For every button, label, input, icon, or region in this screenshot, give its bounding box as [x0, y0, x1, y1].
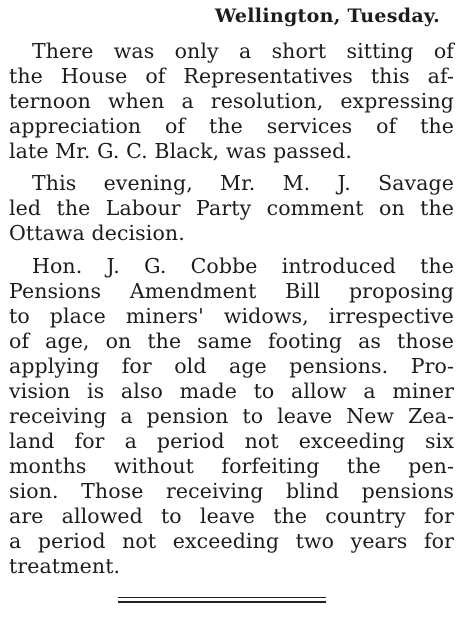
paragraph-3-line-9: months without forfeiting the pen-	[9, 454, 454, 478]
paragraph-3-line-7: receiving a pension to leave New Zea-	[9, 404, 454, 428]
paragraph-1-line-1: There was only a short sitting of	[32, 39, 454, 63]
paragraph-3-line-10: sion. Those receiving blind pensions	[9, 479, 454, 503]
paragraph-1-line-4: appreciation of the services of the	[9, 114, 454, 138]
paragraph-3-line-6: vision is also made to allow a miner	[9, 379, 454, 403]
paragraph-3-line-11: are allowed to leave the country for	[9, 504, 454, 528]
closing-rule-top	[118, 597, 326, 598]
dateline: Wellington, Tuesday.	[214, 5, 440, 27]
paragraph-3-line-5: applying for old age pensions. Pro-	[9, 354, 454, 378]
paragraph-3-line-4: of age, on the same footing as those	[9, 329, 454, 353]
paragraph-3-line-1: Hon. J. G. Cobbe introduced the	[32, 254, 454, 278]
paragraph-2-line-2: led the Labour Party comment on the	[9, 196, 454, 220]
paragraph-2-line-1: This evening, Mr. M. J. Savage	[32, 171, 454, 195]
paragraph-3-line-12: a period not exceeding two years for	[9, 529, 454, 553]
paragraph-3-line-3: to place miners' widows, irrespective	[9, 304, 454, 328]
paragraph-3-line-2: Pensions Amendment Bill proposing	[9, 279, 454, 303]
paragraph-2-line-3: Ottawa decision.	[9, 221, 185, 245]
paragraph-1-line-5: late Mr. G. C. Black, was passed.	[9, 139, 352, 163]
closing-rule-bottom	[118, 601, 326, 603]
paragraph-1-line-2: the House of Representatives this af-	[9, 64, 454, 88]
paragraph-3-line-8: land for a period not exceeding six	[9, 429, 454, 453]
paragraph-1-line-3: ternoon when a resolution, expressing	[9, 89, 454, 113]
paragraph-3-line-13: treatment.	[9, 554, 121, 578]
